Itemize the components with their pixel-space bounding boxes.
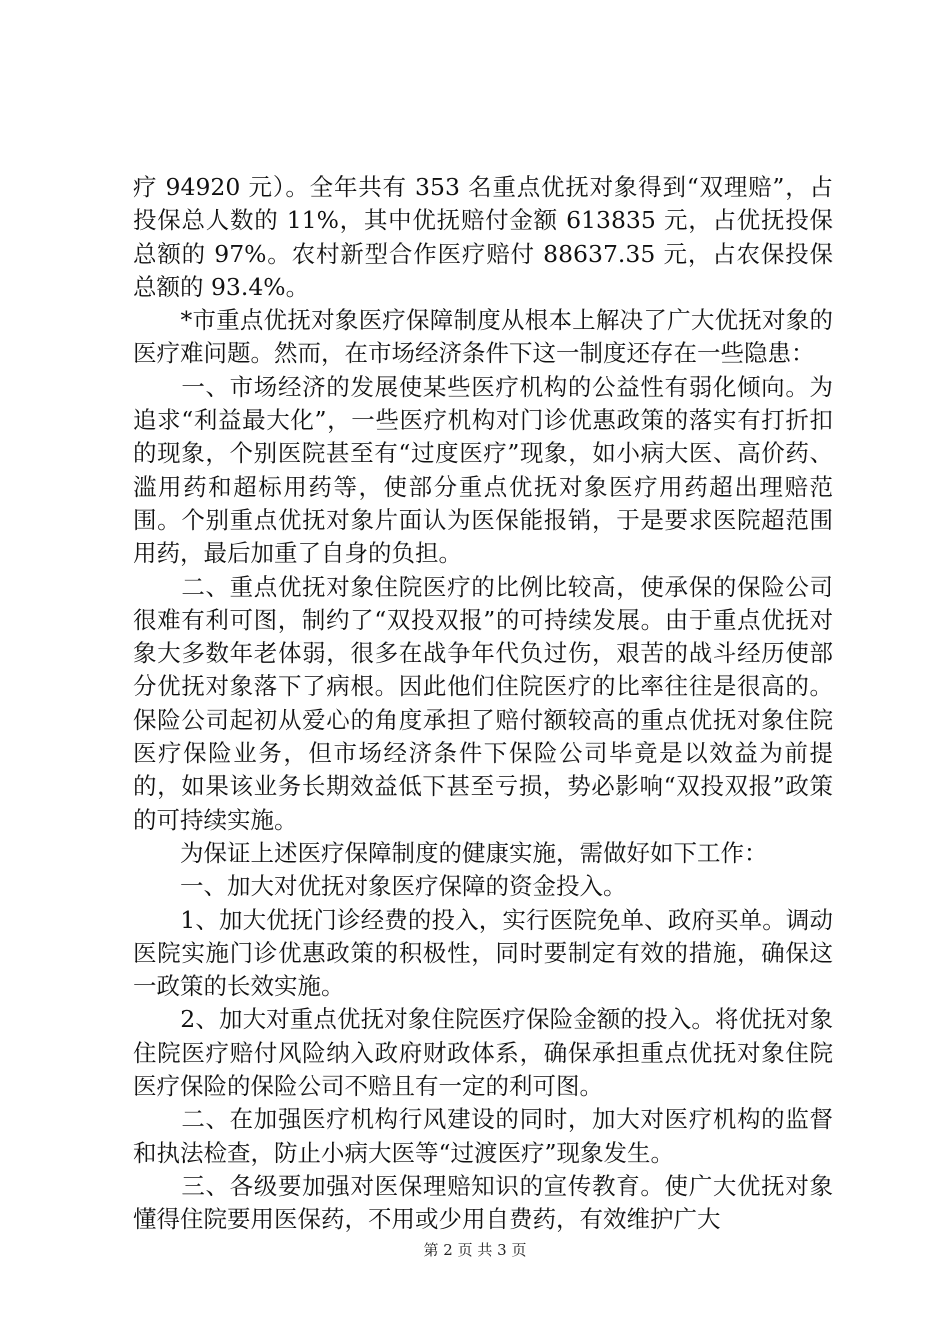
paragraph-10: 三、各级要加强对医保理赔知识的宣传教育。使广大优抚对象懂得住院要用医保药，不用或少用自费药，有效维护广大	[133, 1171, 833, 1234]
paragraph-5: 为保证上述医疗保障制度的健康实施，需做好如下工作：	[133, 838, 768, 867]
paragraph-3: 一、市场经济的发展使某些医疗机构的公益性有弱化倾向。为追求“利益最大化”，一些医疗机构对门诊优惠政策的落实有打折扣的现象，个别医院甚至有“过度医疗”现象，如小病大医、高价药、滥用药和超标用药等，使部分重点优抚对象医疗用药超出理赔范围。个别重点优抚对象片面认为医保能报销，于是要求医院超范围用药，最后加重了自身的负担。	[133, 372, 833, 568]
paragraph-9: 二、在加强医疗机构行风建设的同时，加大对医疗机构的监督和执法检查，防止小病大医等“过渡医疗”现象发生。	[133, 1105, 833, 1167]
paragraph-2: *市重点优抚对象医疗保障制度从根本上解决了广大优抚对象的医疗难问题。然而，在市场经济条件下这一制度还存在一些隐患：	[133, 306, 833, 368]
paragraph-8: 2、加大对重点优抚对象住院医疗保险金额的投入。将优抚对象住院医疗赔付风险纳入政府财政体系，确保承担重点优抚对象住院医疗保险的保险公司不赔且有一定的利可图。	[133, 1005, 833, 1101]
paragraph-6: 一、加大对优抚对象医疗保障的资金投入。	[133, 872, 627, 901]
page-number-footer: 第 2 页 共 3 页	[423, 1241, 527, 1259]
paragraph-1: 疗 94920 元）。全年共有 353 名重点优抚对象得到“双理赔”，占投保总人数的 11%，其中优抚赔付金额 613835 元，占优抚投保总额的 97%。农村新型合作医疗赔付 88637.35 元，占农保投保总额的 93.4%。	[133, 173, 833, 301]
paragraph-4: 二、重点优抚对象住院医疗的比例比较高，使承保的保险公司很难有利可图，制约了“双投双报”的可持续发展。由于重点优抚对象大多数年老体弱，很多在战争年代负过伤，艰苦的战斗经历使部分优抚对象落下了病根。因此他们住院医疗的比率往往是很高的。保险公司起初从爱心的角度承担了赔付额较高的重点优抚对象住院医疗保险业务，但市场经济条件下保险公司毕竟是以效益为前提的，如果该业务长期效益低下甚至亏损，势必影响“双投双报”政策的可持续实施。	[133, 572, 833, 834]
body-text	[133, 171, 833, 1237]
paragraph-7: 1、加大优抚门诊经费的投入，实行医院免单、政府买单。调动医院实施门诊优惠政策的积极性，同时要制定有效的措施，确保这一政策的长效实施。	[133, 905, 833, 1001]
